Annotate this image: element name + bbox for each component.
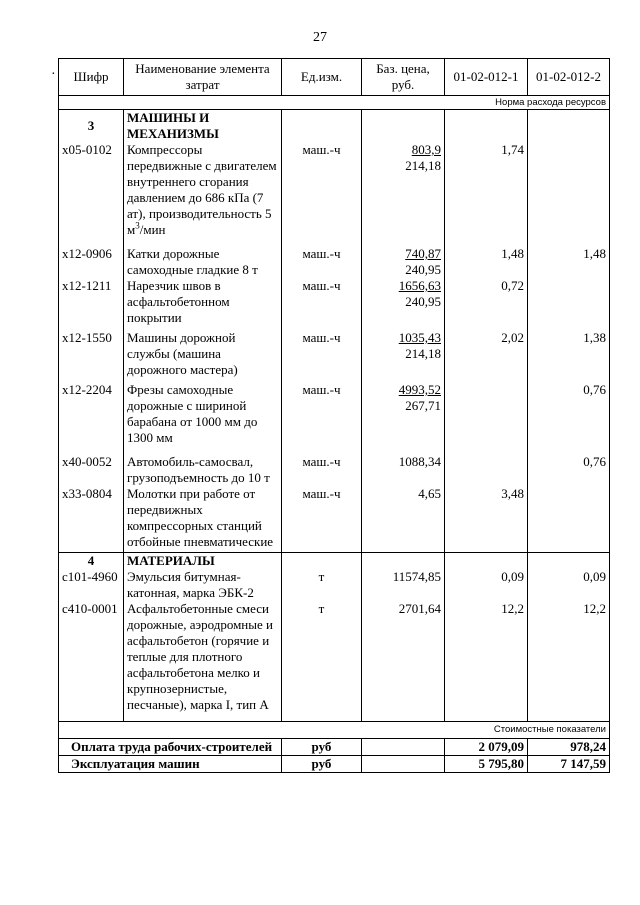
row-value-2: 0,09 (528, 569, 610, 601)
table-row (59, 601, 610, 722)
total-row (59, 756, 610, 773)
total-unit: руб (282, 756, 362, 773)
header-unit: Ед.изм. (282, 59, 362, 96)
row-unit: маш.-ч (282, 330, 362, 378)
row-value-1: 0,09 (445, 569, 528, 601)
table-row (59, 246, 610, 278)
row-unit: маш.-ч (282, 454, 362, 486)
header-row (59, 59, 610, 96)
table-row (59, 486, 610, 553)
row-value-1: 2,02 (445, 330, 528, 378)
price-top: 803,9 (411, 142, 441, 157)
row-value-2 (528, 278, 610, 326)
row-code: х33-0804 (59, 486, 124, 553)
row-price (362, 142, 445, 238)
price-top: 1035,43 (398, 330, 441, 345)
row-code: с101-4960 (59, 569, 124, 601)
header-col1: 01-02-012-1 (445, 59, 528, 96)
total-value-1: 2 079,09 (445, 739, 528, 756)
price-top: 1656,63 (398, 278, 441, 293)
row-code: с410-0001 (59, 601, 124, 722)
total-value-2: 978,24 (528, 739, 610, 756)
header-price: Баз. цена, руб. (362, 59, 445, 96)
header-code: Шифр (59, 59, 124, 96)
resource-table (58, 58, 610, 773)
page-number: 27 (313, 30, 327, 45)
row-code: х12-1550 (59, 330, 124, 378)
row-name: Автомобиль-самосвал, грузоподъемность до 10 т (124, 454, 282, 486)
row-code: х40-0052 (59, 454, 124, 486)
row-name: Нарезчик швов в асфальтобетонном покрытии (124, 278, 282, 326)
row-unit: т (282, 601, 362, 722)
header-col2: 01-02-012-2 (528, 59, 610, 96)
total-name: Эксплуатация машин (59, 756, 282, 773)
row-value-1: 0,72 (445, 278, 528, 326)
table-row (59, 142, 610, 238)
row-value-2 (528, 486, 610, 553)
row-code: х12-0906 (59, 246, 124, 278)
band-norma: Норма расхода ресурсов (59, 96, 610, 110)
row-price: 1088,34 (362, 454, 445, 486)
table-row (59, 330, 610, 378)
row-price (362, 382, 445, 446)
row-price: 2701,64 (362, 601, 445, 722)
table-row (59, 569, 610, 601)
total-value-1: 5 795,80 (445, 756, 528, 773)
section-heading-row (59, 553, 610, 570)
section-number: 4 (59, 553, 124, 570)
row-price (362, 330, 445, 378)
total-unit: руб (282, 739, 362, 756)
row-unit: маш.-ч (282, 486, 362, 553)
row-name: Компрессоры передвижные с двигателем внутреннего сгорания давлением до 686 кПа (7 ат), производительность 5 $м^3$/мин (124, 142, 282, 238)
row-value-1: 1,48 (445, 246, 528, 278)
row-price (362, 246, 445, 278)
row-name: Эмульсия битумная-катонная, марка ЭБК-2 (124, 569, 282, 601)
price-top: 4993,52 (398, 382, 441, 397)
price-bottom: 267,71 (405, 398, 441, 413)
band-cost: Стоимостные показатели (59, 722, 610, 739)
band-cost-row (59, 722, 610, 739)
row-unit: т (282, 569, 362, 601)
table-row (59, 278, 610, 326)
section-heading-row (59, 110, 610, 143)
row-code: х12-2204 (59, 382, 124, 446)
price-bottom: 214,18 (405, 346, 441, 361)
row-code: х12-1211 (59, 278, 124, 326)
row-value-1: 3,48 (445, 486, 528, 553)
row-unit: маш.-ч (282, 142, 362, 238)
row-unit: маш.-ч (282, 382, 362, 446)
row-value-2: 0,76 (528, 454, 610, 486)
row-unit: маш.-ч (282, 278, 362, 326)
row-value-1 (445, 382, 528, 446)
price-bottom: 240,95 (405, 294, 441, 309)
total-name: Оплата труда рабочих-строителей (59, 739, 282, 756)
row-value-2 (528, 142, 610, 238)
row-name: Молотки при работе от передвижных компрессорных станций отбойные пневматические (124, 486, 282, 553)
row-value-2: 0,76 (528, 382, 610, 446)
row-price: 4,65 (362, 486, 445, 553)
row-value-2: 1,38 (528, 330, 610, 378)
row-value-1 (445, 454, 528, 486)
row-price (362, 278, 445, 326)
row-name: Фрезы самоходные дорожные с шириной барабана от 1000 мм до 1300 мм (124, 382, 282, 446)
row-name: Катки дорожные самоходные гладкие 8 т (124, 246, 282, 278)
header-name: Наименование элемента затрат (124, 59, 282, 96)
row-price: 11574,85 (362, 569, 445, 601)
row-value-2: 12,2 (528, 601, 610, 722)
total-row (59, 739, 610, 756)
row-value-2: 1,48 (528, 246, 610, 278)
row-value-1: 1,74 (445, 142, 528, 238)
row-value-1: 12,2 (445, 601, 528, 722)
row-name: Асфальтобетонные смеси дорожные, аэродромные и асфальтобетон (горячие и теплые для плотного асфальтобетона мелко и крупнозернистые, песчаные), марка I, тип А (124, 601, 282, 722)
section-number: 3 (59, 110, 124, 143)
total-value-2: 7 147,59 (528, 756, 610, 773)
table-row (59, 382, 610, 446)
section-title: МАШИНЫ И МЕХАНИЗМЫ (124, 110, 282, 143)
price-bottom: 240,95 (405, 262, 441, 277)
band-norma-row (59, 96, 610, 110)
table-row (59, 454, 610, 486)
price-top: 740,87 (405, 246, 441, 261)
section-title: МАТЕРИАЛЫ (124, 553, 282, 570)
price-bottom: 214,18 (405, 158, 441, 173)
margin-mark: · (51, 67, 56, 82)
row-name: Машины дорожной службы (машина дорожного мастера) (124, 330, 282, 378)
row-code: х05-0102 (59, 142, 124, 238)
row-unit: маш.-ч (282, 246, 362, 278)
